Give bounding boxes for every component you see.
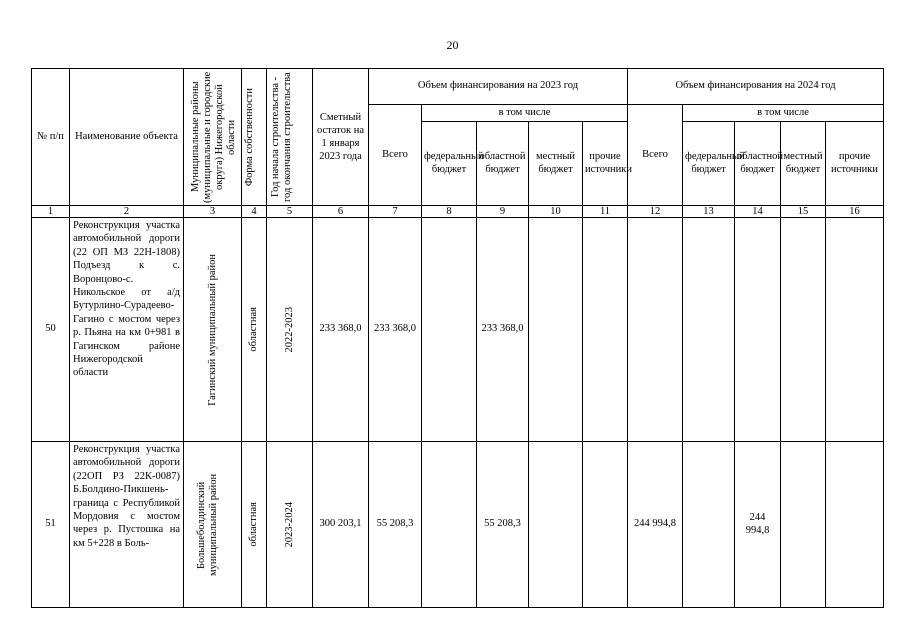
regional-2024-cell: 244 994,8 bbox=[735, 442, 781, 608]
column-number: 7 bbox=[369, 206, 422, 218]
regional-2023-cell: 55 208,3 bbox=[477, 442, 529, 608]
total-2024-cell bbox=[628, 218, 683, 442]
header-fin-2023: Объем финансирования на 2023 год bbox=[369, 69, 628, 105]
header-local-2024: местный бюджет bbox=[781, 122, 826, 206]
federal-2024-cell bbox=[683, 218, 735, 442]
header-ownership: Форма собственности bbox=[242, 69, 267, 206]
column-number: 13 bbox=[683, 206, 735, 218]
header-total-2023: Всего bbox=[369, 105, 422, 206]
object-name: Реконструкция участка автомобильной дороги (22ОП РЗ 22К-0087) Б.Болдино-Пикшень-граница с Республикой Мордовия с мостом через р. Пустошка на км 5+228 в Боль- bbox=[70, 442, 184, 608]
header-federal-2023: федеральный бюджет bbox=[422, 122, 477, 206]
total-2023-cell: 233 368,0 bbox=[369, 218, 422, 442]
local-2023-cell bbox=[529, 442, 583, 608]
row-num: 50 bbox=[32, 218, 70, 442]
header-local-2023: местный бюджет bbox=[529, 122, 583, 206]
column-number: 15 bbox=[781, 206, 826, 218]
table-row bbox=[32, 442, 884, 608]
years-cell: 2023-2024 bbox=[267, 442, 313, 608]
total-2024-cell: 244 994,8 bbox=[628, 442, 683, 608]
column-number: 9 bbox=[477, 206, 529, 218]
object-name: Реконструкция участка автомобильной дороги (22 ОП МЗ 22Н-1808) Подъезд к с. Воронцово-с. Никольское от а/д Бутурлино-Сурадеево-Гагино с мостом через р. Пьяна на км 0+981 в Гагинском районе Нижегородской области bbox=[70, 218, 184, 442]
regional-2023-cell: 233 368,0 bbox=[477, 218, 529, 442]
header-other-2023: прочие источники bbox=[583, 122, 628, 206]
ownership-cell: областная bbox=[242, 442, 267, 608]
column-number: 16 bbox=[826, 206, 884, 218]
balance-cell: 300 203,1 bbox=[313, 442, 369, 608]
header-district: Муниципальные районы (муниципальные и городские округа) Нижегородской области bbox=[184, 69, 242, 206]
local-2023-cell bbox=[529, 218, 583, 442]
header-regional-2024: областной бюджет bbox=[735, 122, 781, 206]
federal-2023-cell bbox=[422, 218, 477, 442]
balance-cell: 233 368,0 bbox=[313, 218, 369, 442]
column-number: 4 bbox=[242, 206, 267, 218]
other-2023-cell bbox=[583, 218, 628, 442]
column-number: 8 bbox=[422, 206, 477, 218]
header-other-2024: прочие источники bbox=[826, 122, 884, 206]
column-number: 10 bbox=[529, 206, 583, 218]
column-number: 6 bbox=[313, 206, 369, 218]
local-2024-cell bbox=[781, 442, 826, 608]
header-num: № п/п bbox=[32, 69, 70, 206]
header-incl-2023: в том числе bbox=[422, 105, 628, 122]
header-regional-2023: областной бюджет bbox=[477, 122, 529, 206]
header-incl-2024: в том числе bbox=[683, 105, 884, 122]
district-cell: Гагинский муниципальный район bbox=[184, 218, 242, 442]
row-num: 51 bbox=[32, 442, 70, 608]
column-number: 11 bbox=[583, 206, 628, 218]
federal-2024-cell bbox=[683, 442, 735, 608]
other-2023-cell bbox=[583, 442, 628, 608]
column-number: 5 bbox=[267, 206, 313, 218]
federal-2023-cell bbox=[422, 442, 477, 608]
district-cell: Большеболдинский муниципальный район bbox=[184, 442, 242, 608]
years-cell: 2022-2023 bbox=[267, 218, 313, 442]
other-2024-cell bbox=[826, 442, 884, 608]
column-number: 2 bbox=[70, 206, 184, 218]
header-federal-2024: федеральный бюджет bbox=[683, 122, 735, 206]
header-total-2024: Всего bbox=[628, 105, 683, 206]
column-number: 12 bbox=[628, 206, 683, 218]
column-number: 1 bbox=[32, 206, 70, 218]
column-number: 14 bbox=[735, 206, 781, 218]
table-row bbox=[32, 218, 884, 442]
header-balance: Сметный остаток на 1 января 2023 года bbox=[313, 69, 369, 206]
page-number: 20 bbox=[446, 38, 459, 52]
ownership-cell: областная bbox=[242, 218, 267, 442]
column-number: 3 bbox=[184, 206, 242, 218]
regional-2024-cell bbox=[735, 218, 781, 442]
header-fin-2024: Объем финансирования на 2024 год bbox=[628, 69, 884, 105]
header-years: Год начала строительства - год окончания строительства bbox=[267, 69, 313, 206]
header-name: Наименование объекта bbox=[70, 69, 184, 206]
local-2024-cell bbox=[781, 218, 826, 442]
other-2024-cell bbox=[826, 218, 884, 442]
financing-table bbox=[31, 68, 884, 608]
total-2023-cell: 55 208,3 bbox=[369, 442, 422, 608]
